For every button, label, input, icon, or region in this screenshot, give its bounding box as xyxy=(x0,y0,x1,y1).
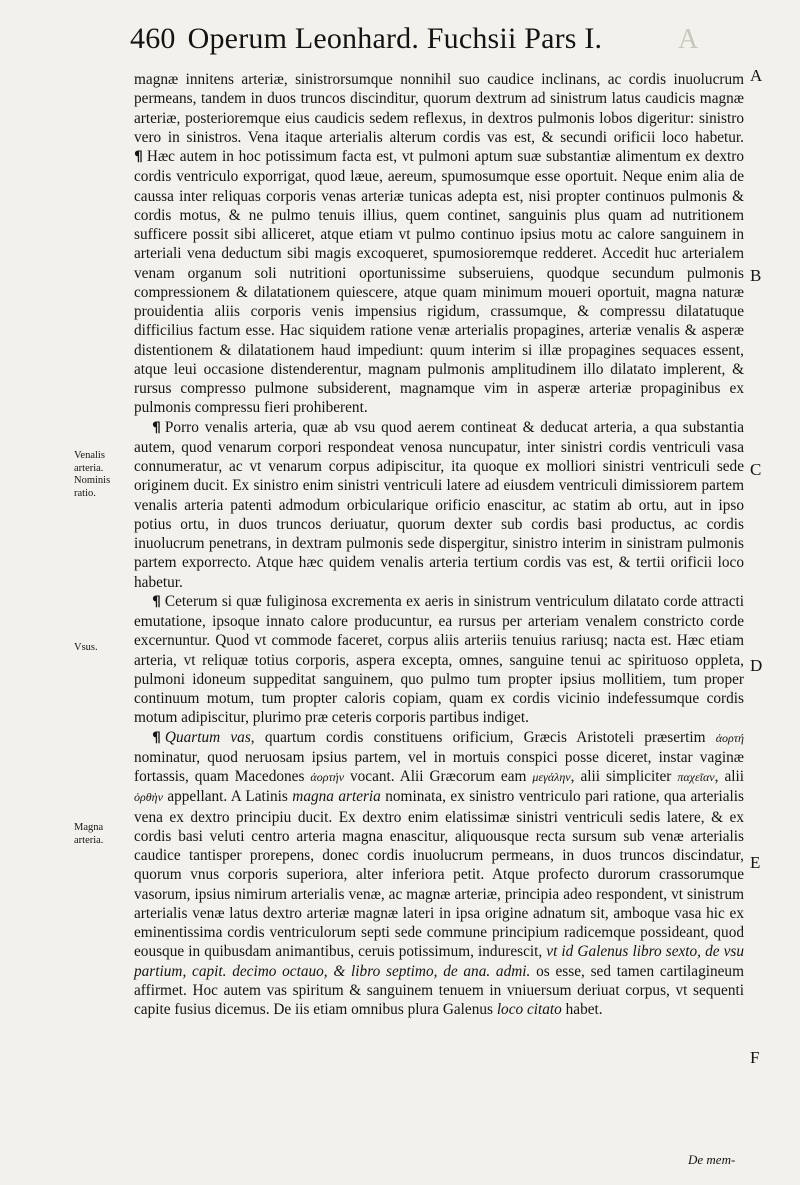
section-marker-e: E xyxy=(750,853,761,872)
paragraph: ¶ Quartum vas, quartum cordis constituens orificium, Græcis Aristoteli præsertim ἀορτή nominatur, quod neruosam ipsius partem, vel in mortuis conspici posse diceret, instar vaginæ fortassis, quam Macedones ἀορτήν vocant. Alii Græcorum eam μεγάλην, alii simpliciter παχεῖαν, alii ὀρθὴν appellant. A Latinis magna arteria nominata, ex sinistro ventriculo pari ratione, qua arterialis vena ex dextro principiu ducit. Ex dextro enim elatissimæ sinistri ventriculi sedis latere, & ex cordis basi veluti centro arteria magna enascitur, aliquousque recta sursum sub venæ arterialis caudice tantisper prorepens, donec cordis inuolucrum permeans, in duos truncos discindatur, quorum vnus corporis superiora, alter inferiora petit. Atque profecto durorum crassorumque vasorum, ipsius nimirum arterialis venæ, ac magnæ arteriæ, principia adeo respondent, vt sinistrum arterialis venæ latus dextro arteriæ magnæ lateri in ipsa origine adnatum sit, amboque vasa hic ex eminentissima cordis ventriculorum septi sede commune principium radicemque possideant, quod eousque in quibusdam animantibus, ceruis potissimum, indurescit, vt id Galenus libro sexto, de vsu partium, capit. decimo octauo, & libro septimo, de ana. admi. os esse, sed tamen cartilagineum affirmet. Hoc autem vas spiritum & sanguinem tenuem in vniuersum deriuat corpus, vt sequenti capite fusius dicemus. De iis etiam omnibus plura Galenus loco citato habet. xyxy=(134,728,745,1018)
pilcrow-icon: ¶ xyxy=(152,729,161,746)
greek-word: παχεῖαν xyxy=(677,770,715,784)
citation: vt id Galenus libro sexto, de vsu partium, capit. decimo octauo, & libro septimo, de ana. admi. xyxy=(134,943,745,980)
section-marker-b: B xyxy=(750,266,762,285)
marginal-note-venalis: Venalis arteria. xyxy=(74,450,105,474)
paragraph: magnæ innitens arteriæ, sinistrorsumque nonnihil suo caudice inclinans, ac cordis inuolucrum permeans, tandem in duos truncos discinditur, quorum dextrum ad sinistrum latus caudicis magnæ arteriæ, posterioremque eius caudicis sedem reflexus, in dextros pulmonis lobos digeritur: sinistro vero in sinistros. Vena itaque arterialis alterum cordis vas est, & secundi orificii loco habetur. ¶ Hæc autem in hoc potissimum facta est, vt pulmoni aptum suæ substantiæ alimentum ex dextro cordis ventriculo exporrigat, quod læue, aereum, spumosumque esse oportuit. Neque enim alia de caussa inter reliquas corporis venas arteriæ tunicas adepta est, nisi propter continuos pulmonis & cordis motus, & ne pulmo tenuis illius, quem continet, sanguinis plus quam ad nutritionem sufficere possit sibi alliceret, atque etiam vt pulmo continuo ipsius motu ac calore sanguinem in arteriali vena deductum sibi magis excoqueret, spumosioremque redderet. Accedit huc arterialem venam organum soli nutritioni oportunissime subseruiens, quodque secundum pulmonis compressionem & dilatationem quiescere, atque quam minimum moueri oportuit, magna naturæ prouidentia aliis corporis venis impensius rigidum, crassumque, & compressu dilatatuque difficilius factum esse. Hac siquidem ratione venæ arterialis propagines, arteriæ venalis & asperæ distentionem & dilatationem haud impediunt: quum interim si illæ propagines sequaces essent, atque leui occasione distenderentur, magnam pulmonis amplitudinem illo dilatato implerent, & rursus compresso pulmone subsiderent, magnamque vim in asperæ arteriæ propaginibus ex pulmonis compressu fieri prohiberent. xyxy=(134,71,744,417)
latin-term: magna arteria xyxy=(292,788,381,806)
running-title: Operum Leonhard. Fuchsii Pars I. xyxy=(187,22,603,55)
pilcrow-icon: ¶ xyxy=(134,149,143,165)
pilcrow-icon: ¶ xyxy=(152,419,161,436)
page-header xyxy=(130,22,602,56)
section-marker-c: C xyxy=(750,460,762,479)
page-number: 460 xyxy=(130,22,176,55)
paragraph: ¶ Porro venalis arteria, quæ ab vsu quod aerem contineat & deducat arteria, a qua substantia autem, quod venarum corpori respondeat venosa nuncupatur, inter sinistri cordis ventriculi vasa connumeratur, ac vt venarum corpus adipiscitur, ita quoque ex molliori sinistri ventriculi sede originem ducit. Ex sinistro enim sinistri ventriculi latere ad eiusdem ventriculi dimissiorem partem venalis arteria patenti admodum orbicularique orificio enascitur, ac statim ab ortu, aut in ipso potius ortu, in duos truncos deriuatur, quorum dexter sub cordis basi productus, ac cordis inuolucrum penetrans, in dextram pulmonis sede dispergitur, sinistro interim in sinistram pulmonis partem exporrecto. Atque hæc quidem venalis arteria tertium cordis vas est, & tertii orificii loco habetur. xyxy=(134,418,744,591)
section-marker-d: D xyxy=(750,656,763,675)
greek-word: ἀορτήν xyxy=(310,770,345,784)
lead-phrase: Quartum vas xyxy=(164,728,251,746)
body-text xyxy=(134,70,744,1019)
marginal-note-vsus: Vsus. xyxy=(74,642,98,653)
greek-word: μεγάλην xyxy=(532,770,571,784)
bleed-through-letter: A xyxy=(678,24,699,55)
marginal-note-magna: Magna arteria. xyxy=(74,822,104,846)
citation: loco citato xyxy=(496,1001,562,1018)
paragraph: ¶ Ceterum si quæ fuliginosa excrementa ex aeris in sinistrum ventriculum dilatato corde attracti emutatione, ipsoque innato calore producuntur, ea rursus per arteriam venalem constricto corde excernuntur. Quod vt commode faceret, corpus aliis arteriis tenuius rariusq; nacta est. Hæc etiam arteria, vt reliquæ totius corporis, aspera excepta, omnes, sanguine tenui ac spirituoso oppleta, pulmoni idoneum suppeditat sanguinem, quo pulmo tum propter ipsius mollitiem, tum proper continuum motum, tum propter caloris copiam, quam ex cordis vicinio indefessumque cordis motum adipiscitur, plurimo præ ceteris corporis partibus indiget. xyxy=(134,592,744,727)
catchword: De mem- xyxy=(688,1152,736,1167)
pilcrow-icon: ¶ xyxy=(152,593,161,610)
greek-word: ἀορτή xyxy=(715,730,744,745)
section-marker-f: F xyxy=(750,1048,760,1067)
section-marker-a: A xyxy=(750,66,763,85)
marginal-note-nominis: Nominis ratio. xyxy=(74,475,111,499)
greek-word: ὀρθὴν xyxy=(134,790,163,805)
